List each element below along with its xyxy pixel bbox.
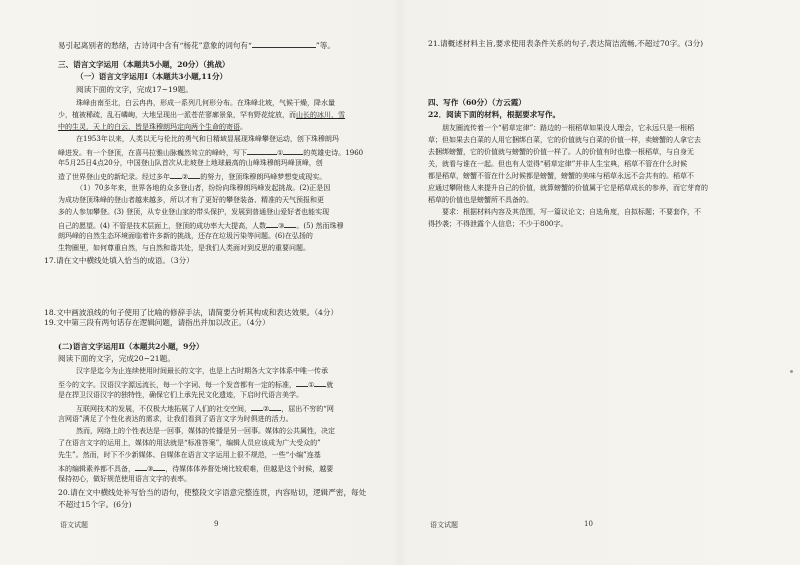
passage-line: 珠峰由南至北，白云冉冉，形成一系列几何形分布。在珠峰北坡，气候干燥，降水量 <box>76 99 335 107</box>
passage-line: 保持初心，做好规范使用语言文字的表率。 <box>58 475 191 483</box>
passage-line: 多的人参加攀登。(3) 登顶，从专业登山家的带头保护，发展到普通登山爱好者也能实现 <box>58 208 330 216</box>
subsection-two-title: (二)语言文字运用Ⅱ（本题共2小题，9分） <box>58 342 204 351</box>
passage-line: 了在语言文字的运用上，媒体的用法就是“标准答案”，编辑人员应该成为广大受众的” <box>58 439 321 447</box>
answer-blank[interactable] <box>153 462 165 471</box>
question-17: 17.请在文中横线处填入恰当的成语。（3分） <box>44 256 194 265</box>
answer-blank[interactable] <box>251 402 263 411</box>
left-footer-label: 语文试题 <box>60 521 88 529</box>
answer-blank[interactable] <box>188 170 200 179</box>
reading-instruction: 阅读下面的文字，完成17~19题。 <box>76 85 193 94</box>
passage-line: 在1953年以来，人类以无与伦比的勇气和日精域显展现珠峰攀登运动，创下珠穆朗玛 <box>76 135 339 143</box>
passage-line: 本的编辑素养都不具备， ③ ，待媒体体养督处境比较艰难，但越是这个时候，越要 <box>58 462 333 474</box>
answer-blank[interactable] <box>170 170 182 179</box>
passage-line: 然而，网络上的个性表达是一回事，媒体的传播是另一回事。媒体的公共属性，决定 <box>76 427 335 435</box>
question-18: 18.文中画波浪线的句子使用了比喻的修辞手法，请简要分析其构成和表达效果。（4分） <box>44 308 339 317</box>
question-19: 19.文中第三段有两句话存在逻辑问题，请指出并加以改正。（4分） <box>44 318 270 327</box>
passage-line: 是在捍卫汉语汉字的独特性，确保它们上承先民文化遗迹，下启时代语言美学。 <box>58 391 303 399</box>
answer-blank[interactable] <box>247 146 277 155</box>
passage-line: 自己的愿望。(4) 不管是技术层面上，登顶的成功率大大提高，人数 ③ 。(5) 然而珠穆 <box>58 219 344 231</box>
answer-blank[interactable] <box>135 462 147 471</box>
left-page-number: 9 <box>214 520 219 528</box>
material-line: 去捆绑螃蟹，它的价值就与螃蟹的价值一样了。人的价值有时也像一根稻草，与自身无 <box>428 148 694 156</box>
passage-line: 峰进发。有一个登顶，在喜马拉雅山脉巍然耸立的峰岭，写下 ① 的英雄史诗。1960 <box>58 146 363 158</box>
reading-instruction-2: 阅读下面的文字，完成20~21题。 <box>58 354 175 363</box>
right-page-number: 10 <box>584 520 593 528</box>
answer-blank[interactable] <box>283 146 303 155</box>
text-line: 易引起离别者的愁绪，古诗词中含有“杨花”意象的词句有“ ”等。 <box>58 41 335 50</box>
requirements-line: 得抄袭；不得泄露个人信息；不少于800字。 <box>428 220 568 228</box>
answer-blank[interactable] <box>296 378 308 387</box>
material-line: 草；但如果去白菜的人用它捆绑白菜，它的价值就与白菜的价值一样，卖螃蟹的人拿它去 <box>428 136 701 144</box>
question-20: 20.请在文中横线处补写恰当的语句，使整段文字语意完整连贯，内容贴切，逻辑严密，每处 <box>58 488 367 497</box>
material-line: 都是稻草，螃蟹不管在什么时候都是螃蟹，螃蟹的美味与稻草永远不会共有的。稻草不 <box>428 172 694 180</box>
passage-line: 互联网技术的发展，不仅极大地拓展了人们的社交空间， ② ，屈出不穷的“网 <box>76 402 334 414</box>
passage-line: 年5月25日4点20分，中国登山队首次从北坡登上地球最高的山峰珠穆朗玛峰顶峰，创 <box>58 159 323 167</box>
subsection-one-title: （一）语言文字运用Ⅰ（本题共3小题,11分） <box>76 72 228 81</box>
scan-speck <box>790 370 793 373</box>
passage-line: 造了世界登山史的新纪录。经过多年 ② 的努力，登顶珠穆朗玛峰梦想变成现实。 <box>58 170 326 182</box>
passage-line: 生物圈里，如何尊重自然，与自然和谐共处，是我们人类面对到反思的重要问题。 <box>58 244 310 252</box>
requirements-line: 要求：根据材料内容及其范围，写一篇议论文；自选角度，自拟标题；不要套作，不 <box>442 208 701 216</box>
right-footer-label: 语文试题 <box>430 521 458 529</box>
passage-line: 先生”。然而，时下不少新媒体、自媒体在语言文字运用上很不规范，一些“小编”连基 <box>58 451 321 459</box>
material-line: 应通过攀附他人来提升自己的价值，就算螃蟹的价值属于它是稻草成长的参养，而它芽育的 <box>428 184 708 192</box>
passage-line: 言网语”满足了个性化表达的需求，让我们看到了语言文字为时俱进的活力。 <box>58 415 293 423</box>
section-four-title: 四、写作（60分）（方云霞） <box>428 98 526 107</box>
passage-line: （1）70多年来，世界各地的众多登山者，纷纷向珠穆朗玛峰发起挑战。(2)正是因 <box>76 184 331 192</box>
passage-line: 汉字是迄今为止连续使用时间最长的文字，也是上古时期各大文字体系中唯一传承 <box>76 367 328 375</box>
question-20-cont: 不超过15个字。(6分) <box>58 500 132 509</box>
passage-line: 为成功登顶珠峰的登山者越来越多，所以才有了更好的攀登装备、精准的天气预报和更 <box>58 196 324 204</box>
material-line: 关，就看与谁在一起。但也有人觉得“稻草定律”并非人生宝典，稻草不管在什么时候 <box>428 160 688 168</box>
answer-blank[interactable] <box>269 402 281 411</box>
answer-blank[interactable] <box>314 378 326 387</box>
question-22: 22．阅读下面的材料，根据要求写作。 <box>428 110 561 119</box>
question-21: 21.请概述材料主旨,要求使用表条件关系的句子,表达简洁流畅,不超过70字。(3分) <box>428 39 704 48</box>
passage-line: 朗玛峰的自然生态环境面临着许多新的挑战，还存在垃圾污染等问题。(6)在弘扬的 <box>58 232 313 240</box>
material-line: 朋友圈流传着一个“稻草定律”：路边的一根稻草如果没人理会，它永远只是一根稻 <box>442 124 695 132</box>
passage-line: 至今的文字。汉语汉字源远流长，每一个字词、每一个发音都有一定的标准， ① 就 <box>58 378 333 390</box>
passage-line: 少，植被稀疏，乱石嶙峋，大地呈现出一派苍茫寥廓景象，罕有野花绽放，而山长的冰川，雪 <box>58 111 345 119</box>
answer-blank[interactable] <box>252 39 316 48</box>
answer-blank[interactable] <box>284 219 296 228</box>
material-line: 稻草的价值也是螃蟹所不具备的。 <box>428 196 533 204</box>
section-three-title: 三、语言文字运用（本题共5小题，20分）（挑战） <box>58 60 230 69</box>
answer-blank[interactable] <box>266 219 278 228</box>
passage-line: 中的生灵，天上的白云，皆是珠穆朗玛定向两个生命的寄语。 <box>58 123 247 131</box>
